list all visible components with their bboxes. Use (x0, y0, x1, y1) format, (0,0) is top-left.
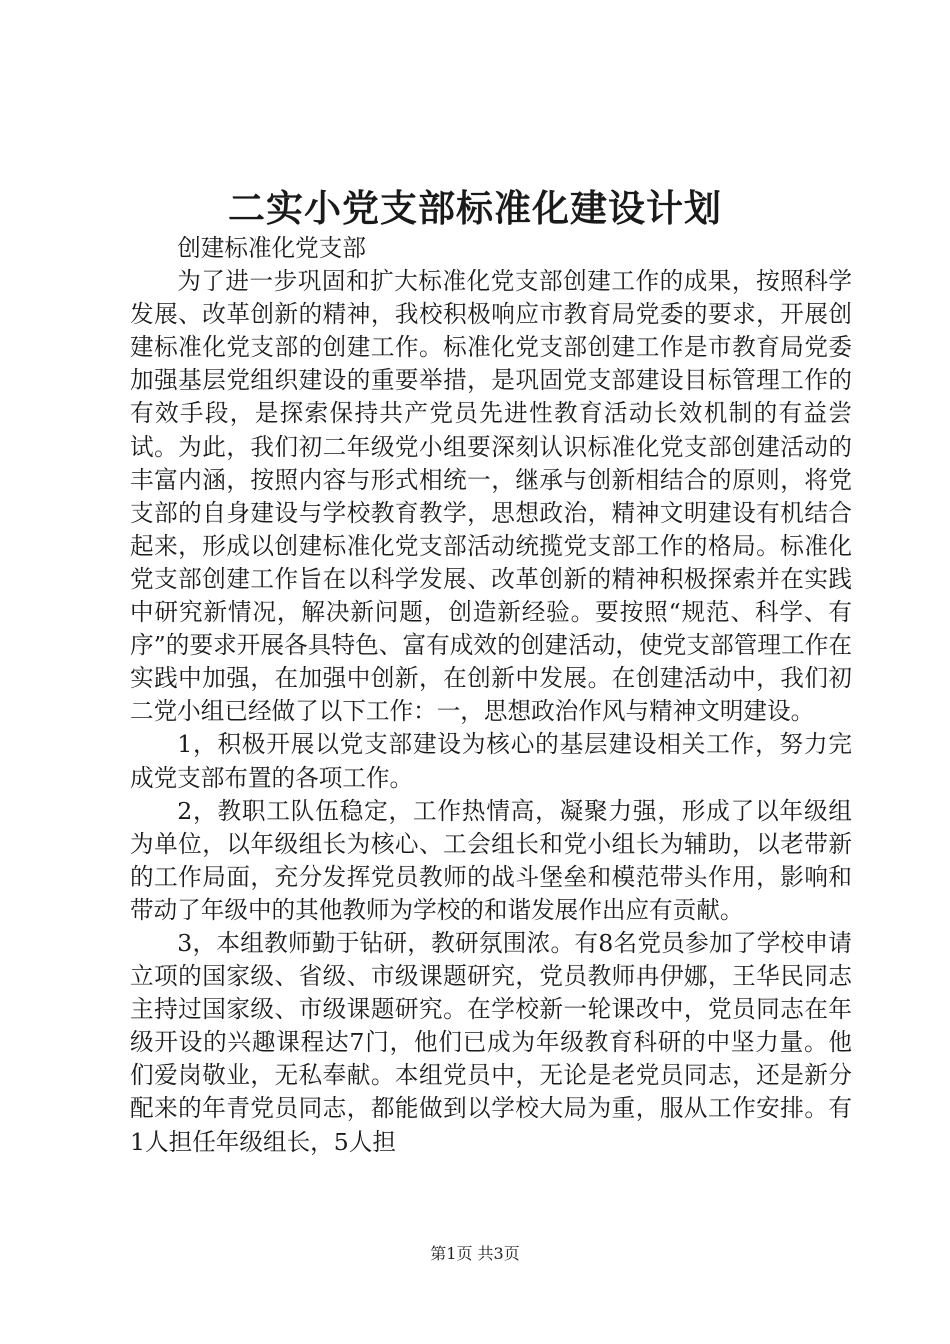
body-paragraph-item-1: 1，积极开展以党支部建设为核心的基层建设相关工作，努力完成党支部布置的各项工作。 (130, 730, 852, 792)
page-number-footer: 第1页 共3页 (430, 1244, 520, 1263)
body-paragraph-intro: 为了进一步巩固和扩大标准化党支部创建工作的成果，按照科学发展、改革创新的精神，我校积极响应市教育局党委的要求，开展创建标准化党支部的创建工作。标准化党支部创建工作是市教育局党委加强基层党组织建设的重要举措，是巩固党支部建设目标管理工作的有效手段，是探索保持共产党员先进性教育活动长效机制的有益尝试。为此，我们初二年级党小组要深刻认识标准化党支部创建活动的丰富内涵，按照内容与形式相统一，继承与创新相结合的原则，将党支部的自身建设与学校教育教学，思想政治，精神文明建设有机结合起来，形成以创建标准化党支部活动统揽党支部工作的格局。标准化党支部创建工作旨在以科学发展、改革创新的精神积极探索并在实践中研究新情况，解决新问题，创造新经验。要按照“规范、科学、有序”的要求开展各具特色、富有成效的创建活动，使党支部管理工作在实践中加强，在加强中创新，在创新中发展。在创建活动中，我们初二党小组已经做了以下工作：一，思想政治作风与精神文明建设。 (130, 267, 852, 726)
document-title: 二实小党支部标准化建设计划 (228, 186, 722, 230)
document-body (130, 232, 852, 1159)
body-paragraph-item-3: 3，本组教师勤于钻研，教研氛围浓。有8名党员参加了学校申请立项的国家级、省级、市级课题研究，党员教师冉伊娜，王华民同志主持过国家级、市级课题研究。在学校新一轮课改中，党员同志在年级开设的兴趣课程达7门，他们已成为年级教育科研的中坚力量。他们爱岗敬业，无私奉献。本组党员中，无论是老党员同志，还是新分配来的年青党员同志，都能做到以学校大局为重，服从工作安排。有1人担任年级组长，5人担 (130, 928, 852, 1156)
body-paragraph-subtitle: 创建标准化党支部 (177, 234, 366, 262)
body-paragraph-item-2: 2，教职工队伍稳定，工作热情高，凝聚力强，形成了以年级组为单位，以年级组长为核心、工会组长和党小组长为辅助，以老带新的工作局面，充分发挥党员教师的战斗堡垒和模范带头作用，影响和带动了年级中的其他教师为学校的和谐发展作出应有贡献。 (130, 796, 852, 924)
